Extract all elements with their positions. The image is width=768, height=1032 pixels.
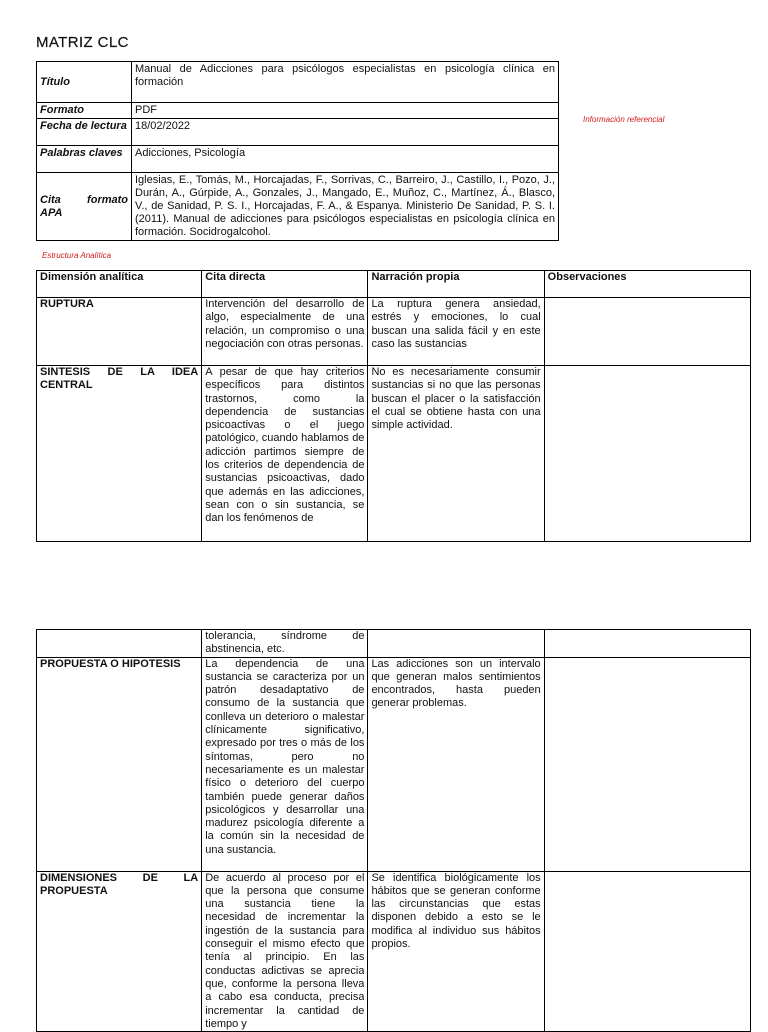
ref-key-reading-date: Fecha de lectura [37,119,132,146]
own-narration-cell [368,630,544,658]
ref-row-format [37,103,559,119]
analytic-table-page1 [36,270,751,542]
observations-cell [544,298,750,366]
observations-cell [544,366,750,542]
ref-value-reading-date: 18/02/2022 [132,119,559,146]
analytic-table-page2 [36,629,751,1032]
ref-value-keywords: Adicciones, Psicología [132,146,559,173]
direct-quote-cell [202,366,368,542]
reference-info-table [36,61,559,241]
dimension-cell: PROPUESTA O HIPOTESIS [37,657,202,871]
direct-quote-text: A pesar de que hay criterios específicos para distintos trastornos, como la dependencia de sustancias psicoactivas o el juego patológico, cuando hablamos de adicción partimos siempre de los criterios de dependencia de sustancias psicoactivas, dado que además en las adicciones, sean con o sin sustancia, se dan los fenómenos de [205,366,365,525]
analytic-header-row [37,271,751,298]
own-narration-cell: La ruptura genera ansiedad, estrés y emociones, lo cual buscan una salida fácil y en este caso las sustancias [368,298,544,366]
ref-value-format: PDF [132,103,559,119]
dimension-cell [37,630,202,658]
header-observations: Observaciones [544,271,750,298]
observations-cell [544,630,750,658]
ref-row-title [37,62,559,103]
ref-key-format: Formato [37,103,132,119]
analytic-structure-label: Estructura Analítica [42,251,112,260]
direct-quote-cell: Intervención del desarrollo de algo, especialmente de una relación, un compromiso o una negociación con otras personas. [202,298,368,366]
own-narration-cell: Las adicciones son un intervalo que generan malos sentimientos encontrados, hasta pueden generar problemas. [368,657,544,871]
ref-row-keywords [37,146,559,173]
header-own-narration: Narración propia [368,271,544,298]
table-row [37,630,751,658]
observations-cell [544,657,750,871]
own-narration-cell: No es necesariamente consumir sustancias si no que las personas buscan el placer o la satisfacción el cual se obtiene hasta con una simple actividad. [368,366,544,542]
direct-quote-cell: La dependencia de una sustancia se caracteriza por un patrón desadaptativo de consumo de la sustancia que conlleva un deterioro o malestar clínicamente significativo, expresado por tres o más de los síntomas, pero no necesariamente es un malestar físico o deterioro del cuerpo también puede generar daños psicológicos y desarrollar una madurez psicología diferente a la común sin la necesidad de una sustancia. [202,657,368,871]
ref-value-apa-citation: Iglesias, E., Tomás, M., Horcajadas, F., Sorrivas, C., Barreiro, J., Castillo, I., Pozo, J., Durán, A., Gúrpide, A., Gonzales, J., Mangado, E., Muñoz, C., Martínez, Á., Blasco, V., de Sanidad, P. S. I., Horcajadas, F. A., & Espanya. Ministerio De Sanidad, P. S. I. (2011). Manual de adicciones para psicólogos especialistas en psicología clínica en formación. Socidrogalcohol. [132,173,559,241]
header-direct-quote: Cita directa [202,271,368,298]
direct-quote-cell [202,871,368,1031]
document-title: MATRIZ CLC [36,34,129,51]
table-row [37,366,751,542]
direct-quote-cell: tolerancia, síndrome de abstinencia, etc. [202,630,368,658]
ref-row-apa-citation [37,173,559,241]
own-narration-cell: Se identifica biológicamente los hábitos que se generan conforme las circunstancias que estas disponen debido a esto se le modifica al individuo sus hábitos propios. [368,871,544,1031]
table-row [37,657,751,871]
ref-row-reading-date [37,119,559,146]
table-row [37,298,751,366]
ref-key-keywords: Palabras claves [37,146,132,173]
dimension-cell: SINTESIS DE LA IDEA CENTRAL [37,366,202,542]
dimension-cell: DIMENSIONES DE LA PROPUESTA [37,871,202,1031]
reference-info-label: Información referencial [583,115,665,124]
dimension-cell: RUPTURA [37,298,202,366]
observations-cell [544,871,750,1031]
table-row [37,871,751,1031]
ref-key-title: Título [37,62,132,103]
ref-value-title: Manual de Adicciones para psicólogos especialistas en psicología clínica en formación [132,62,559,103]
header-dimension: Dimensión analítica [37,271,202,298]
direct-quote-text: De acuerdo al proceso por el que la persona que consume una sustancia tiene la necesidad de incrementar la ingestión de la sustancia para conseguir el mismo efecto que tenía al principio. En las conductas adictivas se aprecia que, conforme la persona lleva a cabo esa conducta, precisa incrementar la cantidad de tiempo y [205,871,365,1030]
ref-key-apa-citation: Cita formato APA [37,173,132,241]
